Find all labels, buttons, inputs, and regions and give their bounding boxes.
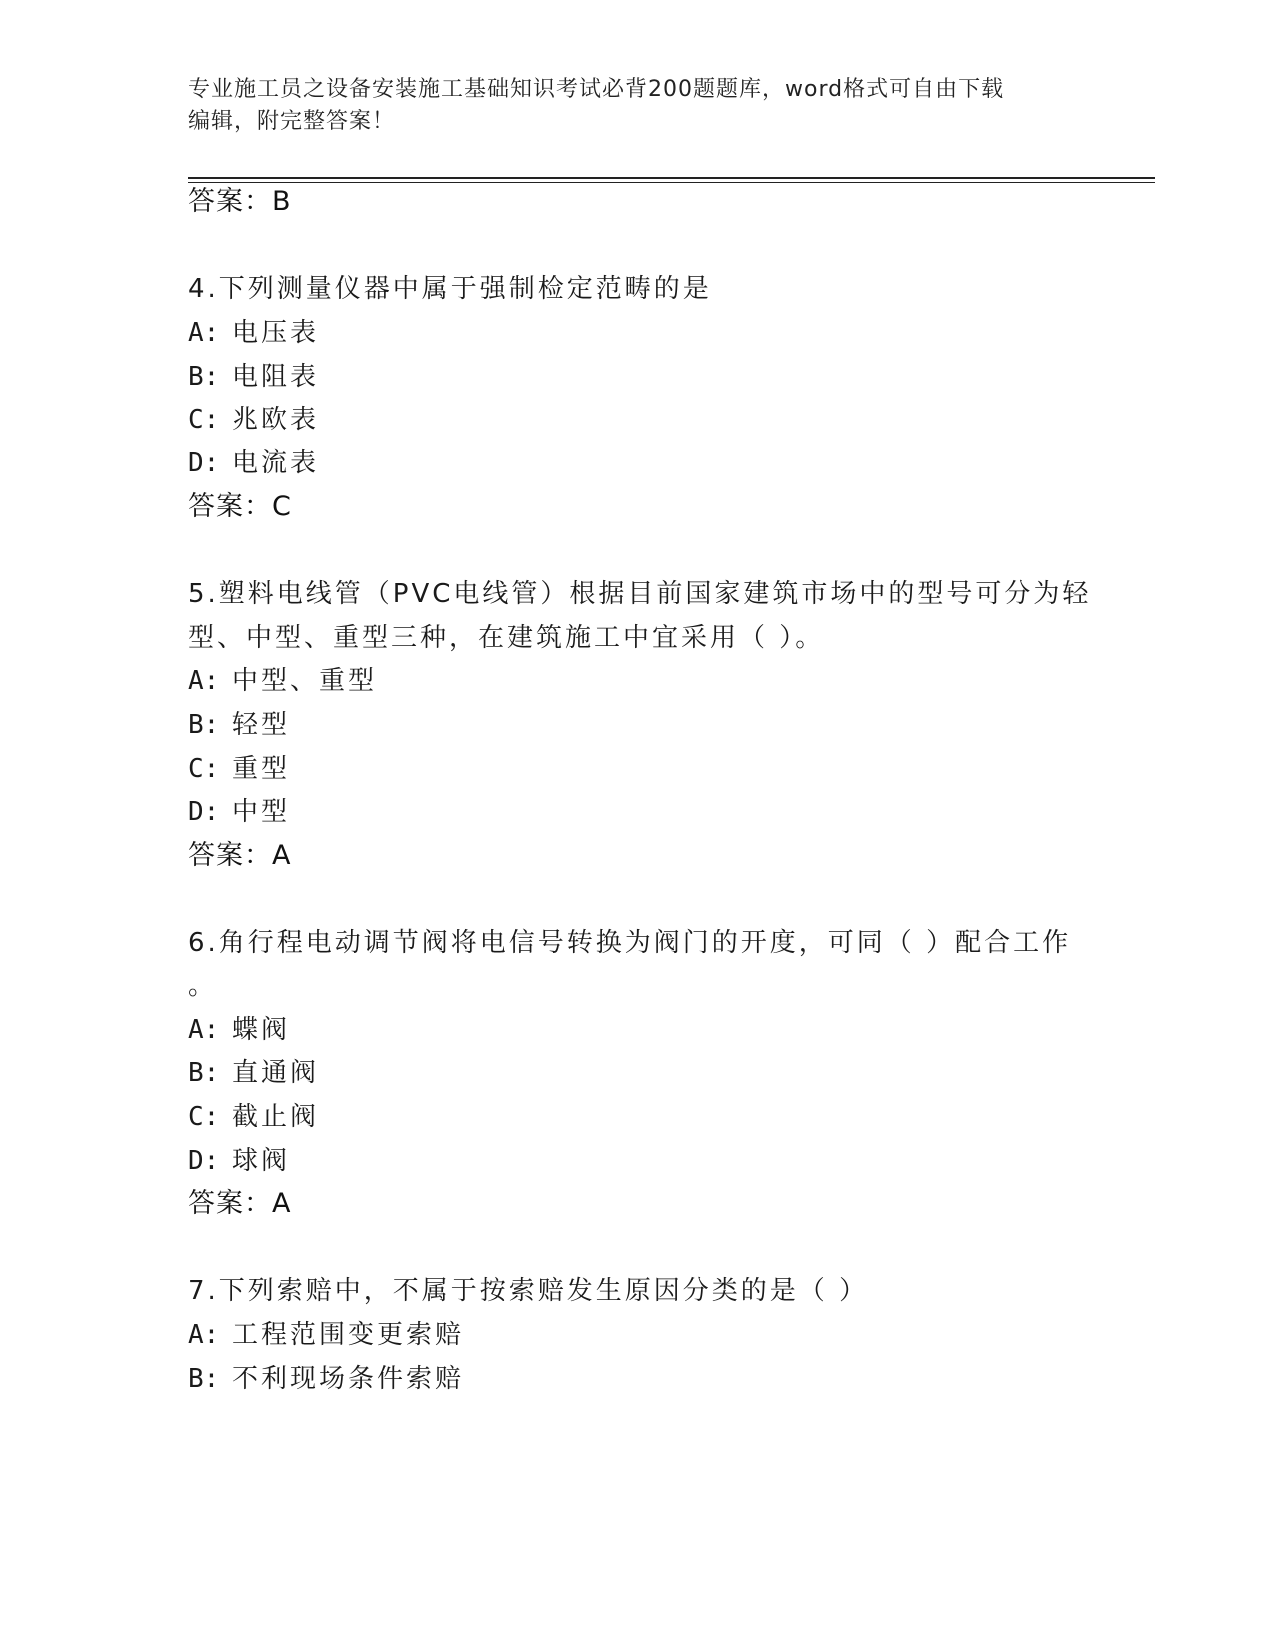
option-label: C: xyxy=(188,405,220,435)
option-b xyxy=(188,1055,319,1091)
option-label: D: xyxy=(188,797,220,827)
option-c xyxy=(188,402,319,438)
option-label: B: xyxy=(188,710,220,740)
option-label: D: xyxy=(188,448,220,478)
option-label: B: xyxy=(188,362,220,392)
option-b xyxy=(188,359,319,395)
answer-value: C xyxy=(272,491,292,522)
option-label: B: xyxy=(188,1364,220,1394)
option-a xyxy=(188,1317,464,1353)
option-b xyxy=(188,707,290,743)
header-line-1: 专业施工员之设备安装施工基础知识考试必背200题题库，word格式可自由下载 xyxy=(188,77,1005,102)
option-text: 电阻表 xyxy=(232,362,320,392)
question-stem: 7.下列索赔中，不属于按索赔发生原因分类的是（ ） xyxy=(188,1276,869,1306)
option-c xyxy=(188,751,290,787)
answer-value: A xyxy=(272,840,292,871)
header-line-2: 编辑，附完整答案！ xyxy=(188,109,396,134)
option-text: 兆欧表 xyxy=(232,405,320,435)
option-d xyxy=(188,794,290,830)
question-stem: 4.下列测量仪器中属于强制检定范畴的是 xyxy=(188,274,712,304)
option-label: C: xyxy=(188,1102,220,1132)
question-stem-continued: 型、中型、重型三种，在建筑施工中宜采用（ ）。 xyxy=(188,623,825,653)
option-text: 球阀 xyxy=(232,1146,291,1176)
answer-line xyxy=(188,184,292,220)
answer-label: 答案： xyxy=(188,1188,272,1219)
option-text: 电压表 xyxy=(232,318,320,348)
option-label: A: xyxy=(188,666,220,696)
answer-value: A xyxy=(272,1188,292,1219)
option-text: 重型 xyxy=(232,754,291,784)
option-label: A: xyxy=(188,1015,220,1045)
option-label: D: xyxy=(188,1146,220,1176)
option-c xyxy=(188,1099,319,1135)
option-text: 中型 xyxy=(232,797,291,827)
option-text: 蝶阀 xyxy=(232,1015,291,1045)
question-stem: 6.角行程电动调节阀将电信号转换为阀门的开度，可同（ ）配合工作 xyxy=(188,928,1072,958)
page-header xyxy=(188,74,1088,138)
option-text: 轻型 xyxy=(232,710,291,740)
answer-label: 答案： xyxy=(188,840,272,871)
option-text: 工程范围变更索赔 xyxy=(232,1320,465,1350)
option-text: 中型、重型 xyxy=(232,666,378,696)
answer-label: 答案： xyxy=(188,186,272,217)
question-stem-continued: 。 xyxy=(188,971,218,1001)
option-a xyxy=(188,315,319,351)
answer-label: 答案： xyxy=(188,491,272,522)
option-label: C: xyxy=(188,754,220,784)
question-stem: 5.塑料电线管（PVC电线管）根据目前国家建筑市场中的型号可分为轻 xyxy=(188,579,1092,609)
option-label: A: xyxy=(188,1320,220,1350)
option-label: A: xyxy=(188,318,220,348)
option-a xyxy=(188,663,377,699)
option-label: B: xyxy=(188,1058,220,1088)
option-b xyxy=(188,1361,464,1397)
answer-line xyxy=(188,838,291,874)
option-text: 电流表 xyxy=(232,448,320,478)
option-text: 截止阀 xyxy=(232,1102,320,1132)
option-a xyxy=(188,1012,290,1048)
answer-line xyxy=(188,1186,291,1222)
answer-value: B xyxy=(272,186,292,217)
option-text: 不利现场条件索赔 xyxy=(232,1364,465,1394)
header-divider xyxy=(188,177,1155,183)
answer-line xyxy=(188,489,292,525)
option-d xyxy=(188,1143,290,1179)
option-d xyxy=(188,445,319,481)
option-text: 直通阀 xyxy=(232,1058,320,1088)
